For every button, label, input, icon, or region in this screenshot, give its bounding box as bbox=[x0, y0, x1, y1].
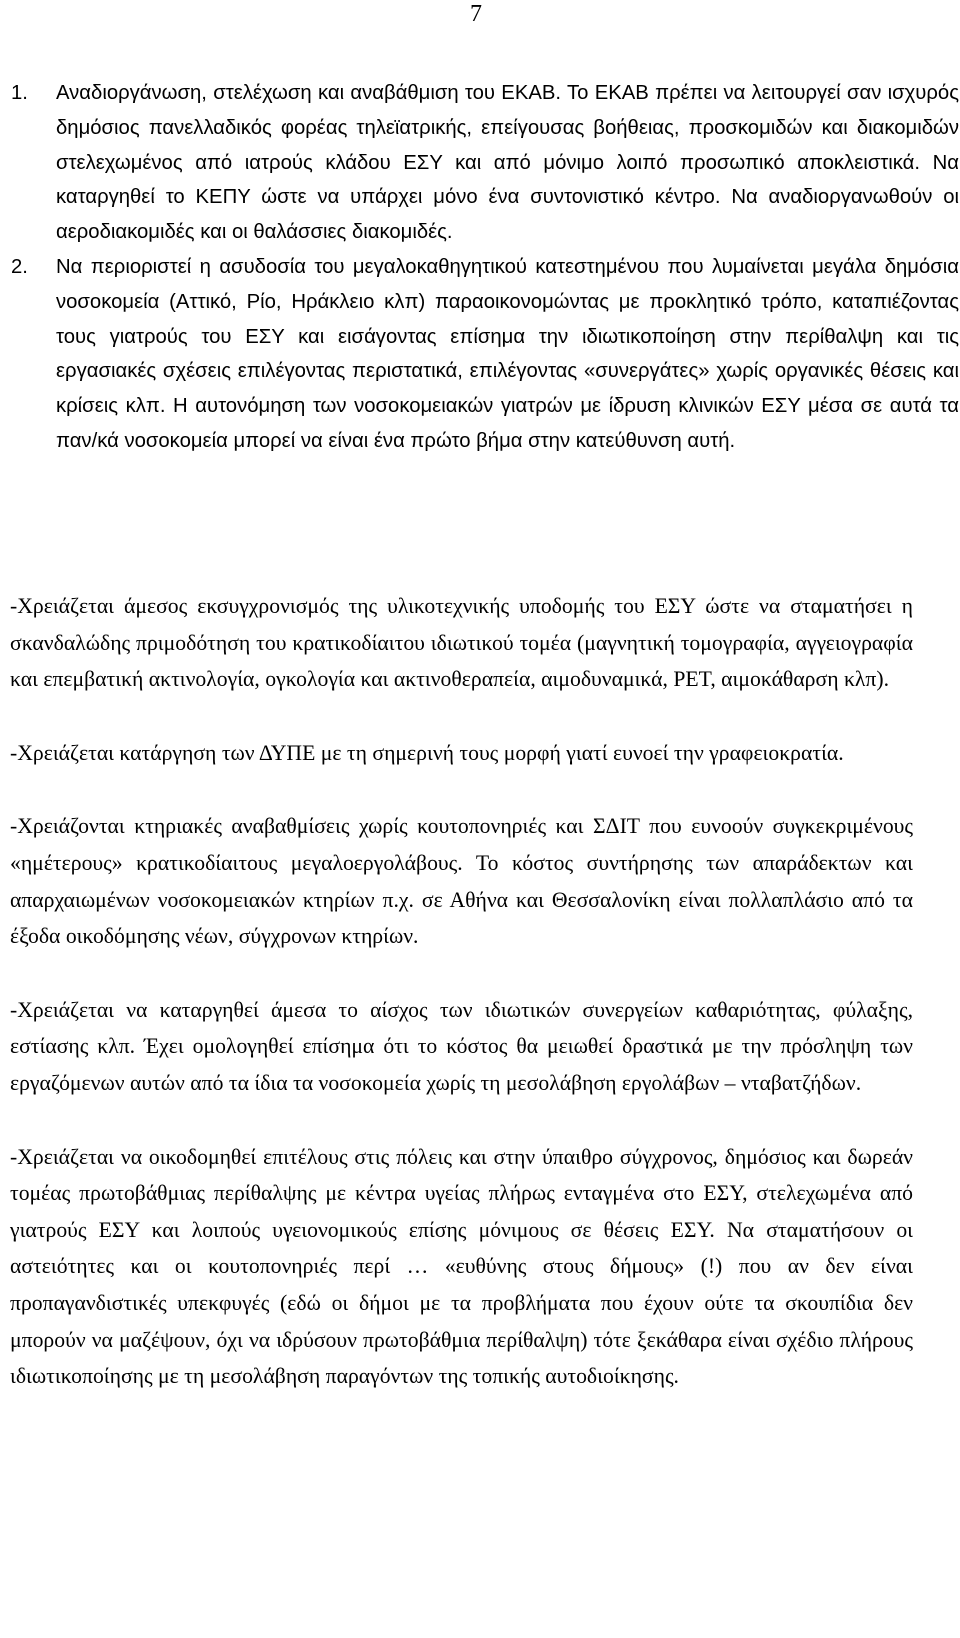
body-paragraphs bbox=[10, 588, 913, 1432]
list-item-number: 2. bbox=[11, 255, 28, 278]
list-item-number: 1. bbox=[11, 82, 28, 104]
list-item-text: Αναδιοργάνωση, στελέχωση και αναβάθμιση του ΕΚΑΒ. Το ΕΚΑΒ πρέπει να λειτουργεί σαν ισχυρός δημόσιος πανελλαδικός φορέας τηλεϊατρικής, επείγουσας βοήθειας, προσκομιδών και διακομιδών στελεχωμένος από ιατρούς κλάδου ΕΣΥ και από μόνιμο λοιπό προσωπικό αποκλειστικά. Να καταργηθεί το ΚΕΠΥ ώστε να υπάρχει μόνο ένα συντονιστικό κέντρο. Να αναδιοργανωθούν οι αεροδιακομιδές και οι θαλάσσιες διακομιδές. bbox=[56, 82, 959, 244]
numbered-list bbox=[0, 76, 959, 459]
list-item bbox=[11, 76, 959, 250]
list-item-text: Να περιοριστεί η ασυδοσία του μεγαλοκαθηγητικού κατεστημένου που λυμαίνεται μεγάλα δημόσια νοσοκομεία (Αττικό, Ρίο, Ηράκλειο κλπ) παραοικονομώντας με προκλητικό τρόπο, καταπιέζοντας τους γιατρούς του ΕΣΥ και εισάγοντας επίσημα την ιδιωτικοποίηση στην περίθαλψη και τις εργασιακές σχέσεις επιλέγοντας περιστατικά, επιλέγοντας «συνεργάτες» χωρίς οργανικές θέσεις και κρίσεις κλπ. Η αυτονόμηση των νοσοκομειακών γιατρών με ίδρυση κλινικών ΕΣΥ μέσα σε αυτά τα παν/κά νοσοκομεία μπορεί να είναι ένα πρώτο βήμα στην κατεύθυνση αυτή. bbox=[56, 255, 959, 452]
list-item bbox=[11, 250, 959, 459]
paragraph-private-contractors: -Χρειάζεται να καταργηθεί άμεσα το αίσχος των ιδιωτικών συνεργείων καθαριότητας, φύλαξης, εστίασης κλπ. Έχει ομολογηθεί επίσημα ότι το κόστος θα μειωθεί δραστικά με την πρόσληψη των εργαζόμενων αυτών από τα ίδια τα νοσοκομεία χωρίς τη μεσολάβηση εργολάβων – νταβατζήδων. bbox=[10, 997, 913, 1095]
paragraph-primary-care: -Χρειάζεται να οικοδομηθεί επιτέλους στις πόλεις και στην ύπαιθρο σύγχρονος, δημόσιος και δωρεάν τομέας πρωτοβάθμιας περίθαλψης με κέντρα υγείας πλήρως ενταγμένα στο ΕΣΥ, στελεχωμένα από γιατρούς ΕΣΥ και λοιπούς υγειονομικούς επίσης μόνιμους σε θέσεις ΕΣΥ. Να σταματήσουν οι αστειότητες και οι κουτοπονηριές περί … «ευθύνης στους δήμους» (!) που αν δεν είναι προπαγανδιστικές υπεκφυγές (εδώ οι δήμοι με τα προβλήματα που έχουν ούτε τα σκουπίδια δεν μπορούν να μαζέψουν, όχι να ιδρύσουν πρωτοβάθμια περίθαλψη) τότε ξεκάθαρα είναι σχέδιο πλήρους ιδιωτικοποίησης με τη μεσολάβηση παραγόντων της τοπικής αυτοδιοίκησης. bbox=[10, 1144, 913, 1389]
paragraph-equipment-modernization: -Χρειάζεται άμεσος εκσυγχρονισμός της υλικοτεχνικής υποδομής του ΕΣΥ ώστε να σταματήσει η σκανδαλώδης πριμοδότηση του κρατικοδίαιτου ιδιωτικού τομέα (μαγνητική τομογραφία, αγγειογραφία και επεμβατική ακτινολογία, ογκολογία και ακτινοθεραπεία, αιμοδυναμικά, PET, αιμοκάθαρση κλπ). bbox=[10, 594, 913, 692]
page-number: 7 bbox=[470, 1, 482, 27]
paragraph-dype-abolition: -Χρειάζεται κατάργηση των ΔΥΠΕ με τη σημερινή τους μορφή γιατί ευνοεί την γραφειοκρατία. bbox=[10, 740, 844, 765]
paragraph-building-upgrades: -Χρειάζονται κτηριακές αναβαθμίσεις χωρίς κουτοπονηριές και ΣΔΙΤ που ευνοούν συγκεκριμένους «ημέτερους» κρατικοδίαιτους μεγαλοεργολάβους. Το κόστος συντήρησης των απαράδεκτων και απαρχαιωμένων νοσοκομειακών κτηρίων π.χ. σε Αθήνα και Θεσσαλονίκη είναι πολλαπλάσιο από τα έξοδα οικοδόμησης νέων, σύγχρονων κτηρίων. bbox=[10, 814, 913, 949]
